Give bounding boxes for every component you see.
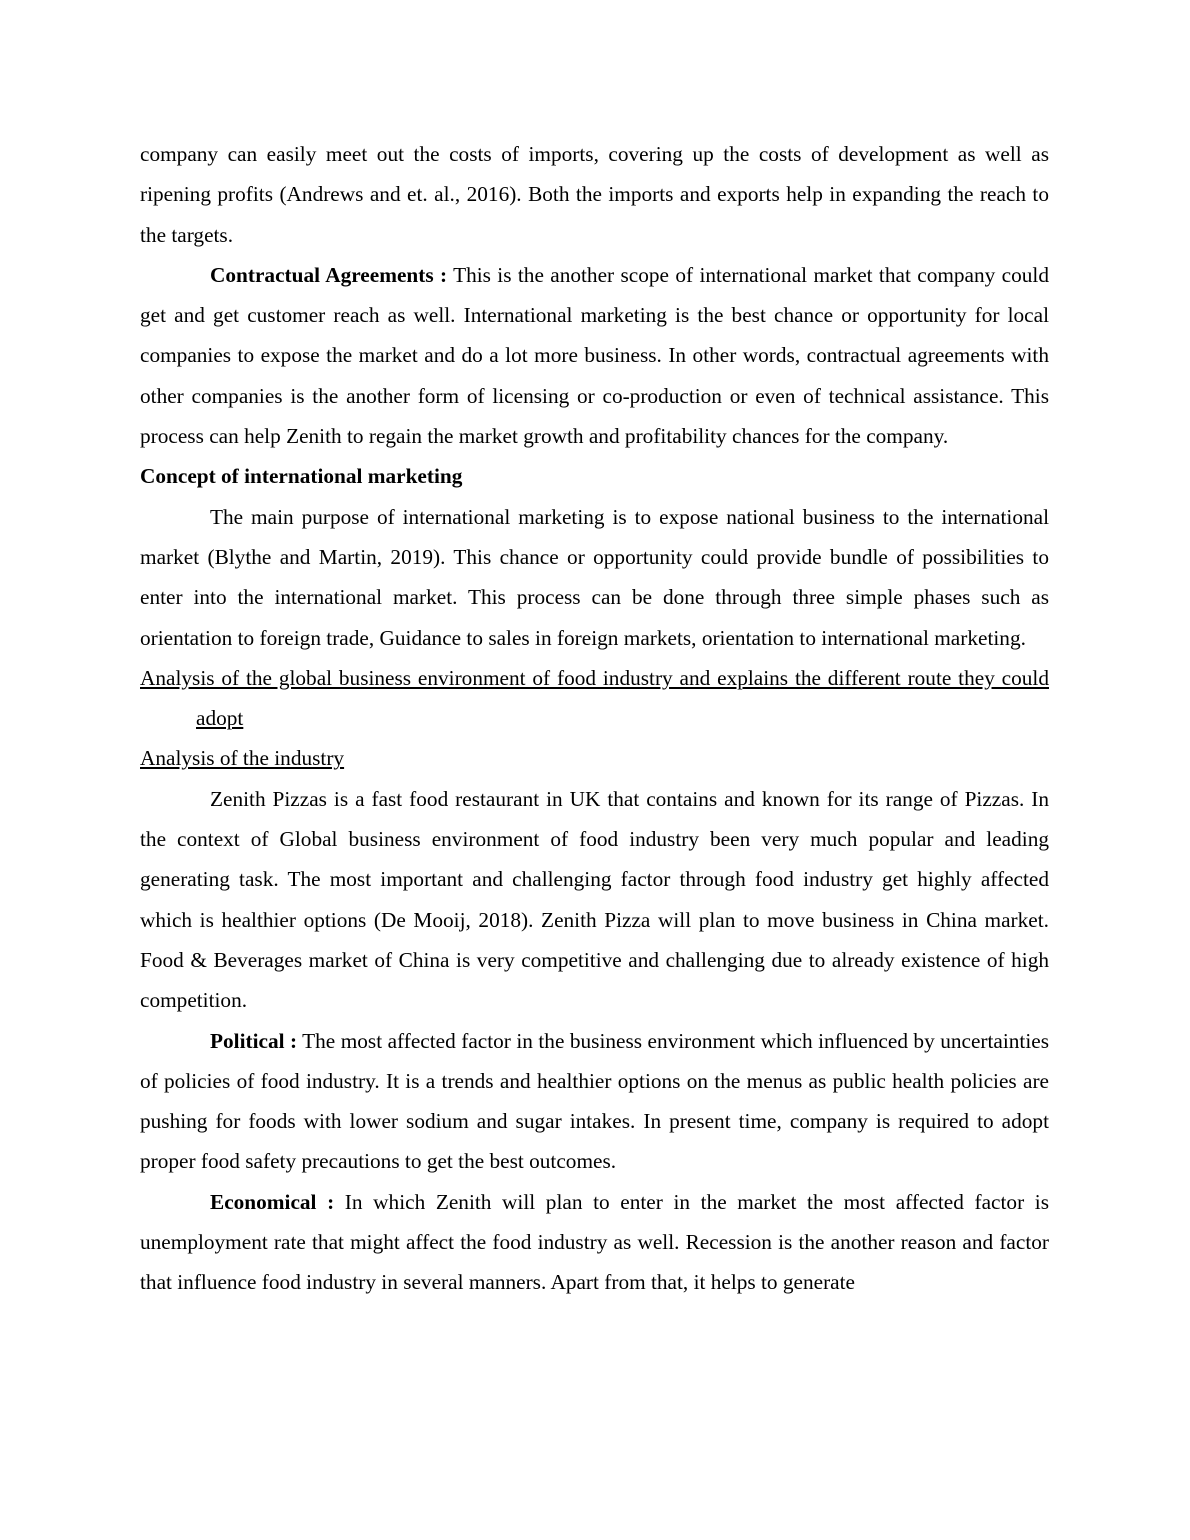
political-lead: Political :: [210, 1028, 298, 1053]
paragraph-contractual-agreements: [140, 255, 1049, 456]
heading-analysis-global-environment: Analysis of the global business environment of food industry and explains the different route they could adopt: [140, 665, 1049, 731]
document-page: [140, 134, 1049, 1303]
paragraph-industry: Zenith Pizzas is a fast food restaurant in UK that contains and known for its range of Pizzas. In the context of Global business environment of food industry been very much popular and leading generating task. The most important and challenging factor through food industry get highly affected which is healthier options (De Mooij, 2018). Zenith Pizza will plan to move business in China market. Food & Beverages market of China is very competitive and challenging due to already existence of high competition.: [140, 786, 1049, 1013]
contractual-agreements-text: This is the another scope of international market that company could get and get customer reach as well. International marketing is the best chance or opportunity for local companies to expose the market and do a lot more business. In other words, contractual agreements with other companies is the another form of licensing or co-production or even of technical assistance. This process can help Zenith to regain the market growth and profitability chances for the company.: [140, 262, 1049, 449]
economical-lead: Economical :: [210, 1189, 335, 1214]
paragraph-concept: The main purpose of international marketing is to expose national business to the international market (Blythe and Martin, 2019). This chance or opportunity could provide bundle of possibilities to enter into the international market. This process can be done through three simple phases such as orientation to foreign trade, Guidance to sales in foreign markets, orientation to international marketing.: [140, 504, 1049, 650]
contractual-agreements-lead: Contractual Agreements :: [210, 262, 448, 287]
paragraph-economical: [140, 1182, 1049, 1303]
heading-concept-international-marketing: Concept of international marketing: [140, 464, 463, 489]
economical-text: In which Zenith will plan to enter in the market the most affected factor is unemployment rate that might affect the food industry as well. Recession is the another reason and factor that influence food industry in several manners. Apart from that, it helps to generate: [140, 1189, 1049, 1295]
heading-analysis-industry: Analysis of the industry: [140, 746, 345, 771]
paragraph-political: [140, 1021, 1049, 1182]
political-text: The most affected factor in the business environment which influenced by uncertainties of policies of food industry. It is a trends and healthier options on the menus as public health policies are pushing for foods with lower sodium and sugar intakes. In present time, company is required to adopt proper food safety precautions to get the best outcomes.: [140, 1028, 1049, 1174]
paragraph-intro: company can easily meet out the costs of imports, covering up the costs of development as well as ripening profits (Andrews and et. al., 2016). Both the imports and exports help in expanding the reach to the targets.: [140, 142, 1049, 247]
